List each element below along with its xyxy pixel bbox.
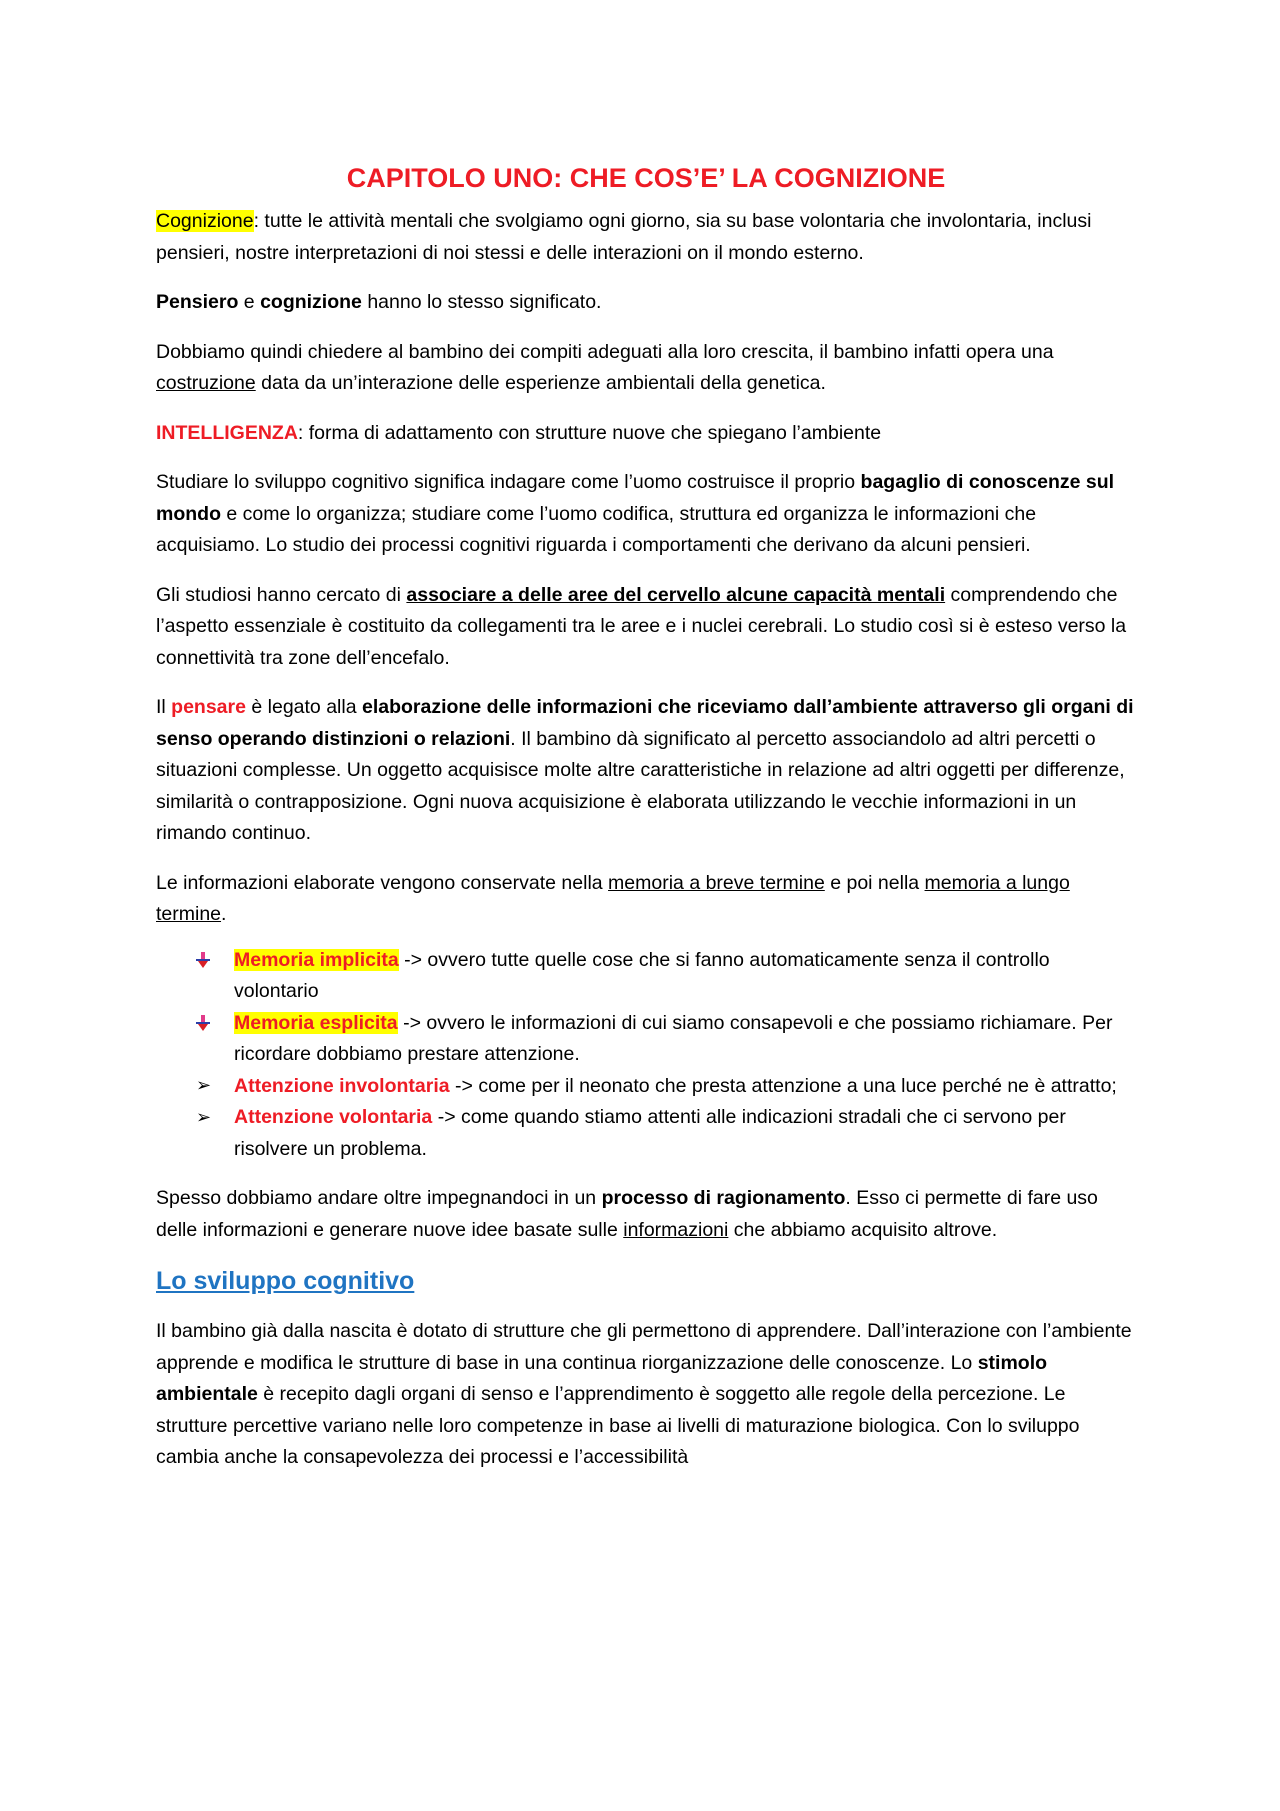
paragraph-pensiero <box>156 287 1136 319</box>
list-item-text: -> ovvero tutte quelle cose che si fanno automaticamente senza il controllo volontario <box>234 948 1050 1002</box>
paragraph-text: . <box>221 903 227 925</box>
red-term: INTELLIGENZA <box>156 421 298 444</box>
paragraph-text: che abbiamo acquisito altrove. <box>728 1218 998 1241</box>
red-term: pensare <box>171 696 246 718</box>
paragraph-costruzione <box>156 337 1136 400</box>
arrowhead-bullet-icon: ➢ <box>196 1106 212 1128</box>
list-item <box>156 1071 1136 1103</box>
paragraph-text: . Il bambino dà significato al percetto associandolo ad altri percetti o situazioni complesse. Un oggetto acquisisce molte altre caratteristiche in relazione ad altri oggetti per differenze, similarità o contrapposizione. Ogni nuova acquisizione è elaborata utilizzando le vecchie informazioni in un rimando continuo. <box>156 727 1125 844</box>
down-arrow-bullet-icon <box>196 1008 220 1039</box>
highlighted-red-term: Memoria implicita <box>234 948 399 971</box>
paragraph-text: Gli studiosi hanno cercato di <box>156 583 407 606</box>
list-item-text: -> come quando stiamo attenti alle indicazioni stradali che ci servono per risolvere un problema. <box>234 1106 1066 1160</box>
bold-underlined-term: associare a delle aree del cervello alcune capacità mentali <box>406 583 946 606</box>
paragraph-text: : forma di adattamento con strutture nuove che spiegano l’ambiente <box>297 421 882 444</box>
paragraph-text: Il <box>156 696 172 718</box>
red-term: Attenzione volontaria <box>234 1106 433 1128</box>
paragraph-bambino <box>156 1316 1136 1474</box>
paragraph-text: e <box>238 291 261 313</box>
red-term: Attenzione involontaria <box>234 1074 450 1097</box>
paragraph-cognizione <box>156 206 1136 269</box>
underlined-term: memoria a lungo termine <box>156 871 1070 925</box>
paragraph-text: . Esso ci permette di fare uso delle informazioni e generare nuove idee basate sulle <box>156 1187 1098 1241</box>
paragraph-ragionamento <box>156 1183 1136 1246</box>
paragraph-text: Le informazioni elaborate vengono conservate nella <box>156 871 609 894</box>
underlined-term: memoria a breve termine <box>608 871 825 894</box>
paragraph-text: : tutte le attività mentali che svolgiamo ogni giorno, sia su base volontaria che involontaria, inclusi pensieri, nostre interpretazioni di noi stessi e delle interazioni on il mondo esterno. <box>156 210 1092 264</box>
list-item <box>156 1102 1136 1165</box>
list-item-text: -> ovvero le informazioni di cui siamo consapevoli e che possiamo richiamare. Per ricordare dobbiamo prestare attenzione. <box>234 1011 1113 1065</box>
paragraph-text: Studiare lo sviluppo cognitivo significa indagare come l’uomo costruisce il proprio <box>156 471 861 493</box>
paragraph-text: è recepito dagli organi di senso e l’apprendimento è soggetto alle regole della percezione. Le strutture percettive variano nelle loro competenze in base ai livelli di maturazione biologica. Con lo sviluppo cambia anche la consapevolezza dei processi e l’accessibilità <box>156 1383 1080 1468</box>
paragraph-text: Spesso dobbiamo andare oltre impegnandoci in un <box>156 1187 602 1209</box>
bold-term: elaborazione delle informazioni che riceviamo dall’ambiente attraverso gli organi di senso operando distinzioni o relazioni <box>156 696 1134 750</box>
memory-attention-list <box>156 945 1136 1166</box>
underlined-term: informazioni <box>623 1218 729 1241</box>
paragraph-text: e poi nella <box>824 871 925 894</box>
bold-term: processo di ragionamento <box>601 1187 846 1209</box>
paragraph-text: è legato alla <box>245 696 362 718</box>
list-item-text: -> come per il neonato che presta attenzione a una luce perché ne è attratto; <box>449 1074 1117 1097</box>
paragraph-sviluppo <box>156 467 1136 562</box>
paragraph-intelligenza <box>156 418 1136 450</box>
bold-term: cognizione <box>260 291 362 313</box>
section-heading: Lo sviluppo cognitivo <box>156 1267 415 1295</box>
underlined-term: costruzione <box>156 372 256 394</box>
list-item <box>156 1008 1136 1071</box>
paragraph-text: Dobbiamo quindi chiedere al bambino dei compiti adeguati alla loro crescita, il bambino infatti opera una <box>156 340 1054 363</box>
paragraph-text: e come lo organizza; studiare come l’uomo codifica, struttura ed organizza le informazioni che acquisiamo. Lo studio dei processi cognitivi riguarda i comportamenti che derivano da alcuni pensieri. <box>156 502 1037 556</box>
paragraph-text: data da un’interazione delle esperienze ambientali della genetica. <box>255 372 826 394</box>
paragraph-text: Il bambino già dalla nascita è dotato di strutture che gli permettono di apprendere. Dall’interazione con l’ambiente apprende e modifica le strutture di base in una continua riorganizzazione delle conoscenze. Lo <box>156 1320 1132 1374</box>
bold-term: stimolo ambientale <box>156 1351 1048 1405</box>
highlighted-term: Cognizione <box>156 210 254 232</box>
paragraph-studiosi <box>156 580 1136 675</box>
document-body <box>156 160 1136 1492</box>
bold-term: Pensiero <box>156 291 239 313</box>
paragraph-text: hanno lo stesso significato. <box>361 291 602 313</box>
paragraph-text: comprendendo che l’aspetto essenziale è costituito da collegamenti tra le aree e i nuclei cerebrali. Lo studio così si è esteso verso la connettività tra zone dell’encefalo. <box>156 583 1127 669</box>
bold-term: bagaglio di conoscenze sul mondo <box>156 471 1115 525</box>
chapter-title: CAPITOLO UNO: CHE COS’E’ LA COGNIZIONE <box>346 163 946 193</box>
down-arrow-bullet-icon <box>196 945 220 976</box>
highlighted-red-term: Memoria esplicita <box>234 1011 398 1034</box>
paragraph-memoria <box>156 868 1136 931</box>
paragraph-pensare <box>156 692 1136 850</box>
list-item <box>156 945 1136 1008</box>
arrowhead-bullet-icon: ➢ <box>196 1075 212 1097</box>
